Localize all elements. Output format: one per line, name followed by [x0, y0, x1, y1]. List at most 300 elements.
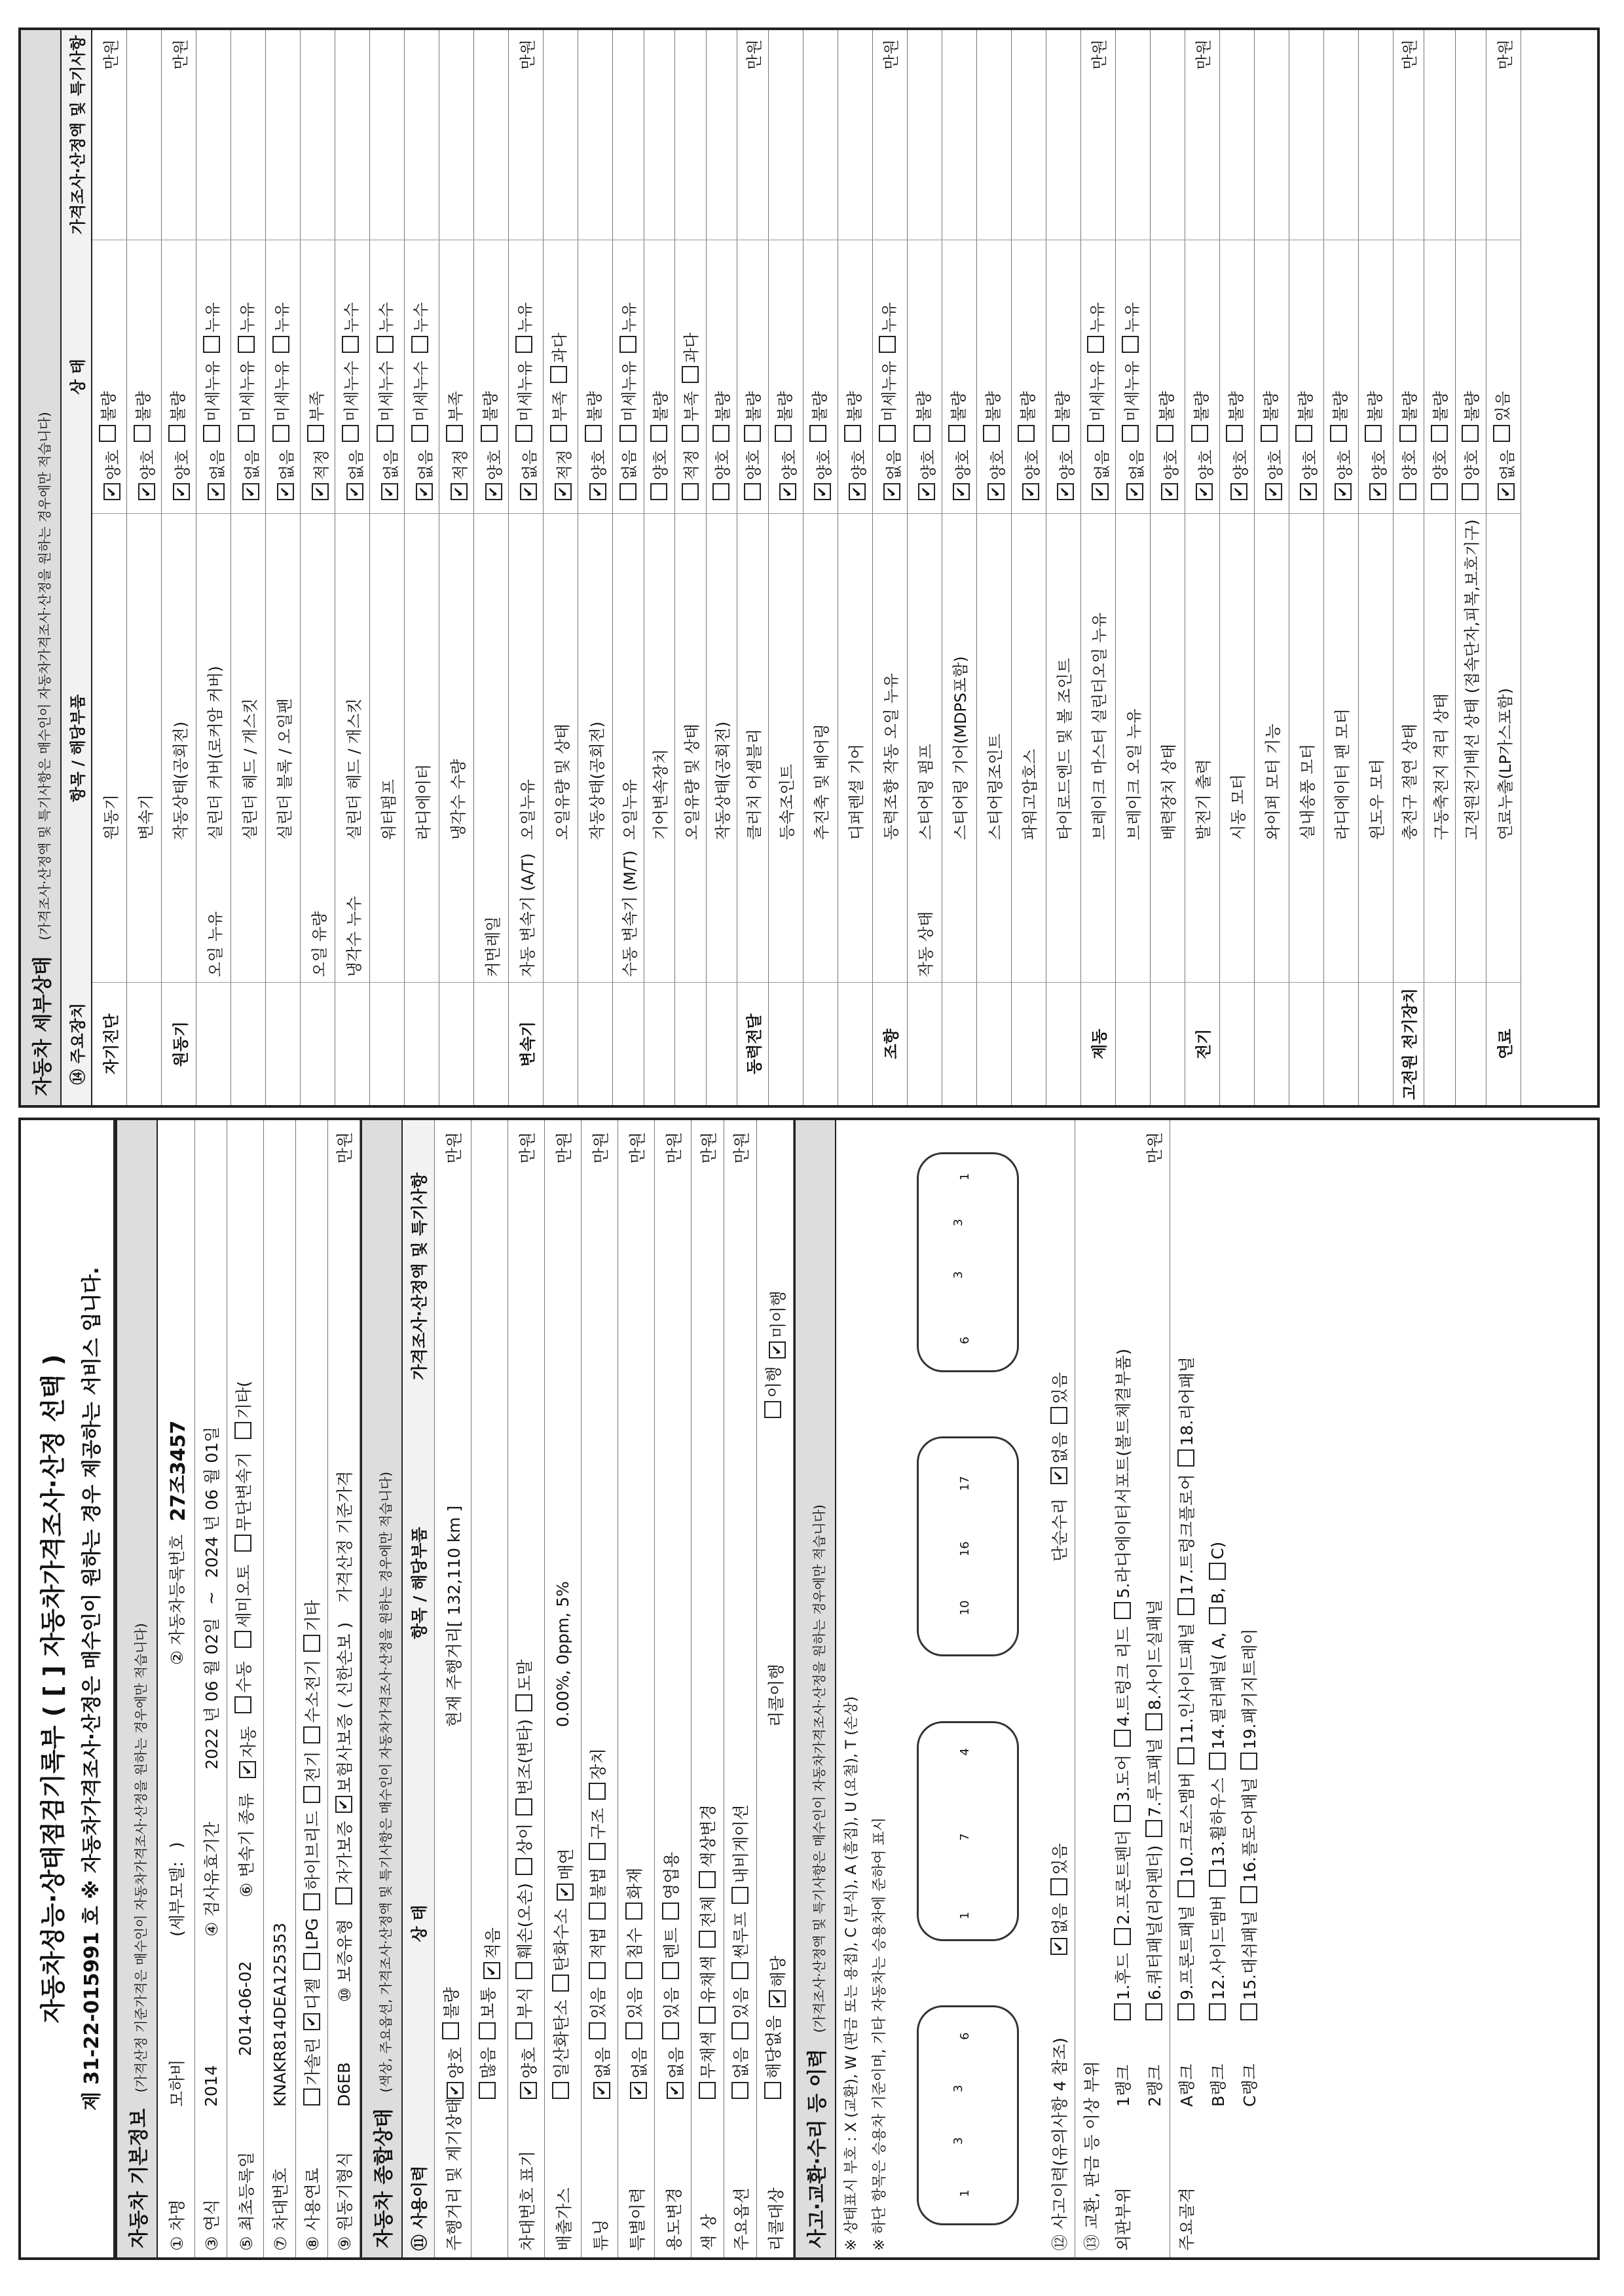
checkbox[interactable] — [1209, 1607, 1226, 1624]
checkbox[interactable] — [731, 2022, 748, 2039]
status-option[interactable] — [811, 450, 834, 508]
status-option[interactable] — [339, 302, 361, 361]
status-option[interactable] — [443, 391, 466, 449]
status-option[interactable] — [234, 302, 257, 361]
checkbox[interactable]: ✔ — [1265, 483, 1282, 500]
checkbox[interactable] — [1177, 1880, 1194, 1897]
status-option[interactable] — [881, 450, 904, 508]
checkbox[interactable]: ✔ — [335, 1796, 352, 1813]
checkbox[interactable]: ✔ — [239, 1761, 256, 1778]
checkbox[interactable] — [1240, 1886, 1257, 1903]
status-option[interactable] — [659, 1852, 682, 1927]
part-option[interactable]: 9.프론트패널 — [1174, 1905, 1198, 2028]
checkbox[interactable] — [744, 483, 761, 500]
status-option[interactable] — [1459, 450, 1482, 508]
part-option[interactable]: 13.휠하우스 — [1206, 1777, 1229, 1895]
status-option[interactable] — [1050, 391, 1073, 449]
checkbox[interactable] — [682, 483, 699, 500]
status-option[interactable] — [1089, 450, 1112, 508]
checkbox[interactable] — [303, 1893, 320, 1910]
status-option[interactable] — [876, 302, 899, 361]
status-option[interactable] — [343, 450, 366, 508]
checkbox[interactable]: ✔ — [1057, 483, 1074, 500]
part-option[interactable]: 5.라디에이터서포트(볼트체결부품) — [1111, 1349, 1134, 1626]
checkbox[interactable] — [481, 425, 498, 442]
checkbox[interactable]: ✔ — [987, 483, 1005, 500]
checkbox[interactable]: ✔ — [103, 483, 120, 500]
status-option[interactable] — [512, 1719, 536, 1823]
status-option[interactable] — [517, 2047, 540, 2107]
status-option[interactable] — [915, 450, 938, 508]
status-option[interactable] — [200, 302, 223, 361]
checkbox[interactable] — [234, 1696, 251, 1713]
checkbox[interactable] — [1191, 425, 1208, 442]
checkbox[interactable]: ✔ — [1050, 1467, 1067, 1484]
warranty-option[interactable]: ✔ 보험사보증 ( 신한손보 ) — [332, 1622, 356, 1821]
status-option[interactable] — [585, 1868, 609, 1927]
checkbox[interactable] — [712, 483, 729, 500]
status-option[interactable] — [1332, 450, 1355, 508]
status-option[interactable] — [100, 450, 123, 508]
checkbox[interactable] — [515, 425, 532, 442]
status-option[interactable] — [304, 391, 327, 449]
status-option[interactable] — [1327, 391, 1350, 449]
status-option[interactable] — [439, 1987, 462, 2047]
checkbox[interactable] — [1145, 2003, 1162, 2020]
status-option[interactable] — [663, 2047, 687, 2107]
checkbox[interactable] — [1050, 1878, 1067, 1895]
status-option[interactable] — [1193, 450, 1216, 508]
checkbox[interactable] — [744, 425, 761, 442]
status-option[interactable] — [408, 302, 431, 361]
status-option[interactable] — [1015, 391, 1038, 449]
status-option[interactable] — [766, 1956, 789, 2015]
trans-option[interactable]: 수동 — [231, 1661, 255, 1721]
status-option[interactable] — [413, 450, 435, 508]
status-option[interactable] — [447, 450, 470, 508]
checkbox[interactable]: ✔ — [346, 483, 363, 500]
checkbox[interactable] — [377, 425, 394, 442]
status-option[interactable] — [512, 1883, 536, 1987]
status-option[interactable] — [695, 1956, 719, 2031]
checkbox[interactable] — [662, 1962, 679, 1979]
checkbox[interactable] — [1156, 425, 1173, 442]
status-option[interactable] — [648, 391, 671, 449]
checkbox[interactable] — [1431, 483, 1448, 500]
status-option[interactable] — [512, 1987, 536, 2047]
checkbox[interactable] — [1177, 1449, 1194, 1467]
status-option[interactable] — [96, 391, 119, 449]
checkbox[interactable] — [589, 2022, 606, 2039]
status-option[interactable] — [269, 302, 292, 361]
status-option[interactable] — [659, 1927, 682, 1987]
checkbox[interactable]: ✔ — [1498, 483, 1515, 500]
status-option[interactable] — [1020, 450, 1043, 508]
checkbox[interactable] — [625, 1962, 642, 1979]
status-option[interactable] — [477, 391, 500, 449]
status-option[interactable] — [165, 391, 188, 449]
checkbox[interactable] — [1295, 425, 1312, 442]
checkbox[interactable] — [203, 425, 220, 442]
checkbox[interactable] — [411, 336, 428, 353]
checkbox[interactable] — [1240, 1753, 1257, 1770]
status-option[interactable] — [1397, 450, 1420, 508]
checkbox[interactable] — [682, 425, 699, 442]
status-option[interactable] — [581, 391, 604, 449]
checkbox[interactable] — [1493, 425, 1510, 442]
checkbox[interactable] — [238, 336, 255, 353]
status-option[interactable] — [622, 1868, 646, 1927]
part-option[interactable]: 15.대쉬패널 — [1237, 1911, 1261, 2028]
checkbox[interactable]: ✔ — [779, 483, 796, 500]
status-option[interactable] — [678, 333, 701, 391]
checkbox[interactable] — [809, 425, 826, 442]
checkbox[interactable] — [1177, 1747, 1194, 1764]
status-option[interactable] — [622, 1987, 646, 2047]
checkbox[interactable]: ✔ — [520, 483, 537, 500]
status-option[interactable] — [1490, 391, 1513, 449]
checkbox[interactable]: ✔ — [1161, 483, 1178, 500]
status-option[interactable] — [373, 302, 396, 361]
status-option[interactable] — [627, 2047, 650, 2107]
status-option[interactable] — [204, 450, 227, 508]
status-option[interactable] — [1119, 302, 1142, 361]
status-option[interactable] — [585, 1748, 609, 1808]
checkbox[interactable]: ✔ — [769, 1341, 786, 1358]
accident-option[interactable]: 있음 — [1047, 1843, 1071, 1903]
status-option[interactable] — [741, 450, 764, 508]
checkbox[interactable] — [589, 1903, 606, 1920]
fuel-option[interactable]: LPG — [303, 1918, 322, 1978]
status-option[interactable] — [1494, 450, 1517, 508]
status-option[interactable] — [728, 1912, 752, 1987]
checkbox[interactable] — [1399, 425, 1416, 442]
fuel-option[interactable]: 기타 — [300, 1600, 323, 1660]
status-option[interactable] — [512, 361, 535, 450]
checkbox[interactable] — [515, 1858, 532, 1875]
status-option[interactable] — [772, 391, 795, 449]
checkbox[interactable]: ✔ — [485, 483, 502, 500]
status-option[interactable] — [1293, 391, 1316, 449]
checkbox[interactable] — [377, 336, 394, 353]
checkbox[interactable] — [1365, 425, 1382, 442]
checkbox[interactable]: ✔ — [667, 2082, 684, 2099]
status-option[interactable] — [777, 450, 800, 508]
checkbox[interactable]: ✔ — [451, 483, 468, 500]
checkbox[interactable]: ✔ — [312, 483, 329, 500]
checkbox[interactable]: ✔ — [918, 483, 935, 500]
fuel-option[interactable]: 가솔린 — [300, 2038, 323, 2113]
status-option[interactable] — [1124, 450, 1147, 508]
checkbox[interactable] — [1399, 483, 1416, 500]
checkbox[interactable] — [134, 425, 151, 442]
status-option[interactable] — [1054, 450, 1077, 508]
status-option[interactable] — [728, 1804, 752, 1912]
status-option[interactable] — [678, 450, 701, 508]
fuel-option[interactable]: 전기 — [300, 1751, 323, 1811]
checkbox[interactable] — [303, 1726, 320, 1743]
status-option[interactable] — [585, 1927, 609, 1987]
part-option[interactable]: 4.트렁크 리드 — [1111, 1627, 1134, 1755]
status-option[interactable] — [1258, 391, 1281, 449]
checkbox[interactable] — [1114, 1730, 1131, 1747]
status-option[interactable] — [1263, 450, 1285, 508]
status-option[interactable] — [130, 391, 153, 449]
status-option[interactable] — [480, 1927, 504, 1987]
status-option[interactable] — [547, 391, 570, 449]
checkbox[interactable] — [234, 1422, 251, 1439]
status-option[interactable] — [950, 450, 973, 508]
checkbox[interactable]: ✔ — [1230, 483, 1247, 500]
checkbox[interactable] — [983, 425, 1000, 442]
status-option[interactable] — [373, 361, 396, 450]
checkbox[interactable] — [589, 1962, 606, 1979]
status-option[interactable] — [274, 450, 297, 508]
simple-repair-option[interactable]: ✔ 없음 — [1047, 1432, 1071, 1491]
part-option[interactable]: 19.패키지트레이 — [1237, 1628, 1261, 1777]
status-option[interactable] — [1084, 361, 1107, 450]
status-option[interactable] — [911, 391, 934, 449]
checkbox[interactable] — [619, 336, 637, 353]
checkbox[interactable]: ✔ — [303, 2013, 320, 2030]
checkbox[interactable] — [446, 425, 463, 442]
status-option[interactable] — [616, 450, 639, 508]
part-option[interactable]: 8.사이드실패널 — [1142, 1599, 1166, 1738]
checkbox[interactable] — [550, 425, 567, 442]
status-option[interactable] — [475, 2047, 499, 2107]
status-option[interactable] — [1367, 450, 1390, 508]
status-option[interactable] — [586, 450, 609, 508]
checkbox[interactable] — [619, 483, 637, 500]
status-option[interactable] — [482, 450, 505, 508]
checkbox[interactable]: ✔ — [277, 483, 294, 500]
checkbox[interactable] — [552, 1975, 569, 1992]
checkbox[interactable]: ✔ — [1300, 483, 1317, 500]
status-option[interactable] — [549, 1999, 572, 2107]
checkbox[interactable] — [442, 2022, 459, 2039]
status-option[interactable] — [200, 361, 223, 450]
checkbox[interactable] — [342, 336, 359, 353]
checkbox[interactable] — [619, 425, 637, 442]
checkbox[interactable] — [168, 425, 185, 442]
status-option[interactable] — [846, 450, 869, 508]
status-option[interactable] — [239, 450, 262, 508]
checkbox[interactable] — [1261, 425, 1278, 442]
checkbox[interactable]: ✔ — [416, 483, 433, 500]
checkbox[interactable] — [1462, 425, 1479, 442]
checkbox[interactable]: ✔ — [1092, 483, 1109, 500]
checkbox[interactable]: ✔ — [1050, 1938, 1067, 1955]
status-option[interactable] — [553, 1848, 577, 1908]
checkbox[interactable] — [1209, 1753, 1226, 1770]
checkbox[interactable] — [1052, 425, 1069, 442]
status-option[interactable] — [517, 450, 540, 508]
status-option[interactable] — [946, 391, 969, 449]
status-option[interactable] — [590, 2047, 614, 2107]
checkbox[interactable] — [1431, 425, 1448, 442]
checkbox[interactable]: ✔ — [849, 483, 866, 500]
checkbox[interactable] — [1145, 1713, 1162, 1730]
status-option[interactable] — [622, 1927, 646, 1987]
status-option[interactable] — [549, 1908, 572, 2000]
part-option[interactable]: 7.루프패널 — [1142, 1738, 1166, 1845]
part-option[interactable]: 16.플로어패널 — [1237, 1777, 1261, 1911]
checkbox[interactable]: ✔ — [1196, 483, 1213, 500]
status-option[interactable] — [1297, 450, 1320, 508]
checkbox[interactable] — [712, 425, 729, 442]
checkbox[interactable] — [203, 336, 220, 353]
status-option[interactable] — [876, 361, 899, 450]
checkbox[interactable]: ✔ — [242, 483, 259, 500]
status-option[interactable] — [980, 391, 1003, 449]
checkbox[interactable]: ✔ — [589, 483, 606, 500]
fuel-option[interactable]: ✔ 디젤 — [300, 1978, 323, 2037]
checkbox[interactable] — [1226, 425, 1243, 442]
checkbox[interactable] — [515, 1962, 532, 1979]
status-option[interactable] — [475, 1987, 499, 2047]
checkbox[interactable]: ✔ — [555, 483, 572, 500]
checkbox[interactable] — [699, 1931, 716, 1948]
status-option[interactable] — [1158, 450, 1181, 508]
checkbox[interactable] — [234, 1535, 251, 1552]
status-option[interactable] — [695, 1804, 719, 1896]
status-option[interactable] — [269, 361, 292, 450]
checkbox[interactable] — [303, 1635, 320, 1652]
status-option[interactable] — [1228, 450, 1251, 508]
status-option[interactable] — [512, 302, 535, 361]
checkbox[interactable] — [764, 2082, 781, 2099]
status-option[interactable] — [585, 1987, 609, 2047]
status-option[interactable] — [1084, 302, 1107, 361]
status-option[interactable] — [841, 391, 864, 449]
status-option[interactable] — [807, 391, 830, 449]
status-option[interactable] — [1428, 450, 1450, 508]
trans-option[interactable]: 무단변속기 — [231, 1452, 255, 1559]
status-option[interactable] — [616, 302, 639, 361]
trans-option[interactable]: ✔ 자동 — [236, 1726, 259, 1786]
checkbox[interactable] — [764, 1401, 781, 1418]
checkbox[interactable] — [731, 1887, 748, 1904]
status-option[interactable] — [135, 450, 158, 508]
checkbox[interactable] — [699, 2082, 716, 2099]
checkbox[interactable] — [1114, 1805, 1131, 1822]
checkbox[interactable] — [307, 425, 324, 442]
checkbox[interactable]: ✔ — [1369, 483, 1386, 500]
status-option[interactable] — [585, 1808, 609, 1867]
checkbox[interactable] — [879, 336, 896, 353]
checkbox[interactable]: ✔ — [769, 1990, 786, 2007]
status-option[interactable] — [547, 333, 570, 391]
checkbox[interactable]: ✔ — [208, 483, 225, 500]
status-option[interactable] — [1362, 391, 1385, 449]
status-option[interactable] — [761, 1366, 784, 1426]
part-option[interactable]: 12.사이드멤버 — [1206, 1895, 1229, 2028]
status-option[interactable] — [616, 361, 639, 450]
checkbox[interactable] — [699, 2007, 716, 2024]
checkbox[interactable] — [1087, 425, 1104, 442]
checkbox[interactable] — [550, 366, 567, 383]
status-option[interactable] — [648, 450, 671, 508]
checkbox[interactable]: ✔ — [814, 483, 831, 500]
checkbox[interactable]: ✔ — [447, 2082, 464, 2099]
checkbox[interactable] — [589, 1843, 606, 1860]
checkbox[interactable]: ✔ — [1126, 483, 1143, 500]
checkbox[interactable] — [342, 425, 359, 442]
checkbox[interactable] — [1018, 425, 1035, 442]
checkbox[interactable] — [1145, 1820, 1162, 1837]
checkbox[interactable]: ✔ — [520, 2082, 537, 2099]
checkbox[interactable]: ✔ — [138, 483, 155, 500]
status-option[interactable] — [695, 1896, 719, 1956]
status-option[interactable] — [659, 1987, 682, 2047]
part-option[interactable]: 1.후드 — [1111, 1953, 1134, 2028]
status-option[interactable] — [378, 450, 401, 508]
part-option[interactable]: 17.트렁크플로어 — [1174, 1474, 1198, 1624]
status-option[interactable] — [710, 391, 733, 449]
checkbox[interactable] — [411, 425, 428, 442]
checkbox[interactable] — [844, 425, 861, 442]
checkbox[interactable] — [99, 425, 116, 442]
checkbox[interactable] — [479, 2022, 496, 2039]
checkbox[interactable]: ✔ — [1022, 483, 1039, 500]
checkbox[interactable] — [625, 2022, 642, 2039]
checkbox[interactable] — [650, 425, 667, 442]
status-option[interactable] — [443, 2047, 467, 2107]
checkbox[interactable] — [515, 1798, 532, 1815]
checkbox[interactable] — [515, 2022, 532, 2039]
checkbox[interactable] — [775, 425, 792, 442]
checkbox[interactable] — [1209, 1563, 1226, 1580]
checkbox[interactable] — [303, 1953, 320, 1970]
checkbox[interactable] — [1209, 1870, 1226, 1887]
checkbox[interactable] — [662, 1903, 679, 1920]
status-option[interactable] — [741, 391, 764, 449]
checkbox[interactable] — [303, 2088, 320, 2105]
checkbox[interactable] — [682, 366, 699, 383]
warranty-option[interactable]: 자가보증 — [332, 1821, 356, 1912]
checkbox[interactable]: ✔ — [883, 483, 900, 500]
checkbox[interactable] — [625, 1903, 642, 1920]
checkbox[interactable]: ✔ — [557, 1884, 574, 1901]
status-option[interactable] — [308, 450, 331, 508]
checkbox[interactable] — [589, 1783, 606, 1800]
checkbox[interactable] — [1087, 336, 1104, 353]
status-option[interactable] — [695, 2032, 719, 2107]
checkbox[interactable] — [1330, 425, 1347, 442]
checkbox[interactable] — [662, 2022, 679, 2039]
status-option[interactable] — [678, 391, 701, 449]
checkbox[interactable]: ✔ — [173, 483, 190, 500]
status-option[interactable] — [1119, 361, 1142, 450]
status-option[interactable] — [339, 361, 361, 450]
accident-option[interactable]: ✔ 없음 — [1047, 1903, 1071, 1963]
checkbox[interactable] — [731, 1962, 748, 1979]
checkbox[interactable] — [1114, 2003, 1131, 2020]
checkbox[interactable] — [1462, 483, 1479, 500]
trans-option[interactable]: 세미오토 — [231, 1565, 255, 1656]
part-option[interactable]: B, — [1208, 1588, 1227, 1632]
checkbox[interactable] — [1114, 1928, 1131, 1945]
status-option[interactable] — [728, 1987, 752, 2047]
checkbox[interactable] — [1050, 1407, 1067, 1424]
checkbox[interactable]: ✔ — [630, 2082, 647, 2099]
checkbox[interactable] — [1122, 336, 1139, 353]
checkbox[interactable] — [913, 425, 931, 442]
checkbox[interactable] — [585, 425, 602, 442]
checkbox[interactable] — [234, 1631, 251, 1648]
checkbox[interactable] — [1240, 2003, 1257, 2020]
checkbox[interactable] — [948, 425, 965, 442]
